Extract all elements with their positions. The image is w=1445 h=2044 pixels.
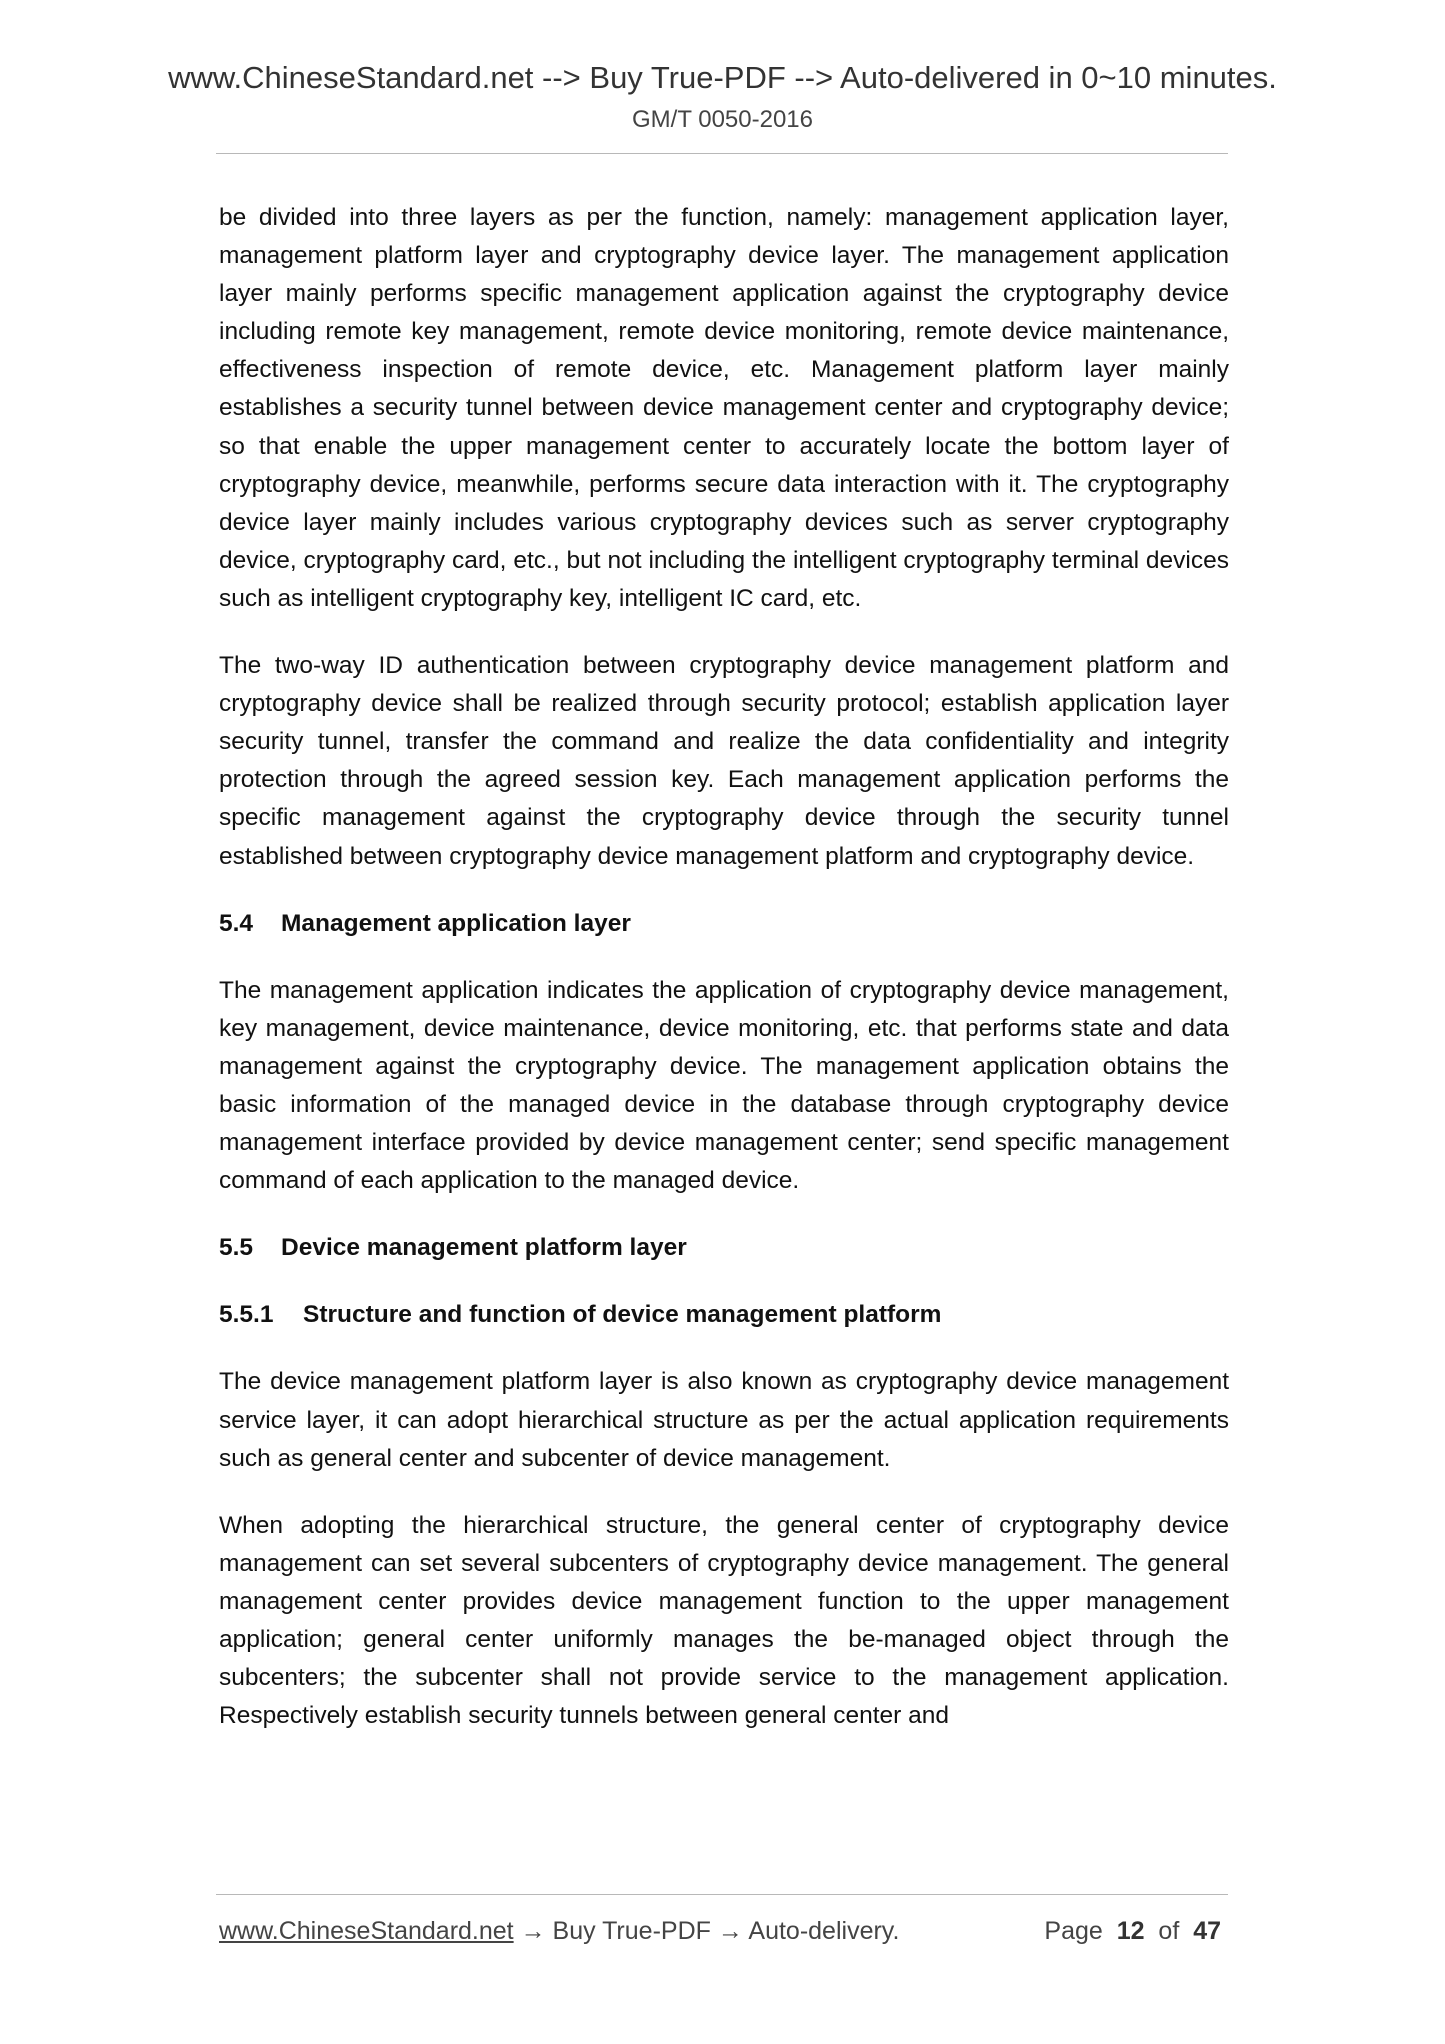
section-title: Management application layer (281, 909, 631, 937)
page-total: 47 (1193, 1917, 1221, 1945)
page-number: 12 (1116, 1917, 1145, 1945)
footer-divider (216, 1894, 1228, 1895)
page-content (219, 199, 1229, 1764)
paragraph: The management application indicates the application of cryptography device management, key management, device maintenance, device monitoring, etc. that performs state and data management against the cryptography device. The management application obtains the basic information of the managed device in the database through cryptography device management interface provided by device management center; send specific management command of each application to the managed device. (219, 976, 1229, 1195)
section-heading-5-5-1 (219, 1296, 1229, 1334)
footer-trail: → Buy True-PDF → Auto-delivery. (513, 1917, 900, 1945)
section-heading-5-5 (219, 1229, 1229, 1267)
section-number: 5.5.1 (219, 1301, 274, 1329)
page-counter (1044, 1914, 1221, 1948)
page-label: Page (1044, 1917, 1103, 1945)
header-banner: www.ChineseStandard.net --> Buy True-PDF --> Auto-delivered in 0~10 minutes. (168, 60, 1277, 95)
section-title: Structure and function of device management platform (303, 1301, 942, 1329)
section-heading-5-4 (219, 905, 1229, 943)
document-code: GM/T 0050-2016 (632, 106, 813, 133)
footer (219, 1914, 1221, 1948)
header-divider (216, 153, 1228, 154)
paragraph: The two-way ID authentication between cryptography device management platform and cryptography device shall be realized through security protocol; establish application layer security tunnel, transfer the command and realize the data confidentiality and integrity protection through the agreed session key. Each management application performs the specific management against the cryptography device through the security tunnel established between cryptography device management platform and cryptography device. (219, 652, 1229, 870)
paragraph: The device management platform layer is also known as cryptography device management service layer, it can adopt hierarchical structure as per the actual application requirements such as general center and subcenter of device management. (219, 1368, 1229, 1472)
of-label: of (1158, 1917, 1180, 1945)
section-title: Device management platform layer (281, 1234, 687, 1262)
section-number: 5.4 (219, 909, 254, 937)
section-number: 5.5 (219, 1234, 254, 1262)
paragraph: be divided into three layers as per the function, namely: management application layer, management platform layer and cryptography device layer. The management application layer mainly performs specific management application against the cryptography device including remote key management, remote device monitoring, remote device maintenance, effectiveness inspection of remote device, etc. Management platform layer mainly establishes a security tunnel between device management center and cryptography device; so that enable the upper management center to accurately locate the bottom layer of cryptography device, meanwhile, performs secure data interaction with it. The cryptography device layer mainly includes various cryptography devices such as server cryptography device, cryptography card, etc., but not including the intelligent cryptography terminal devices such as intelligent cryptography key, intelligent IC card, etc. (219, 204, 1229, 612)
paragraph: When adopting the hierarchical structure, the general center of cryptography device management can set several subcenters of cryptography device management. The general management center provides device management function to the upper management application; general center uniformly manages the be-managed object through the subcenters; the subcenter shall not provide service to the management application. Respectively establish security tunnels between general center and (219, 1511, 1229, 1730)
footer-link[interactable]: www.ChineseStandard.net (219, 1917, 514, 1945)
